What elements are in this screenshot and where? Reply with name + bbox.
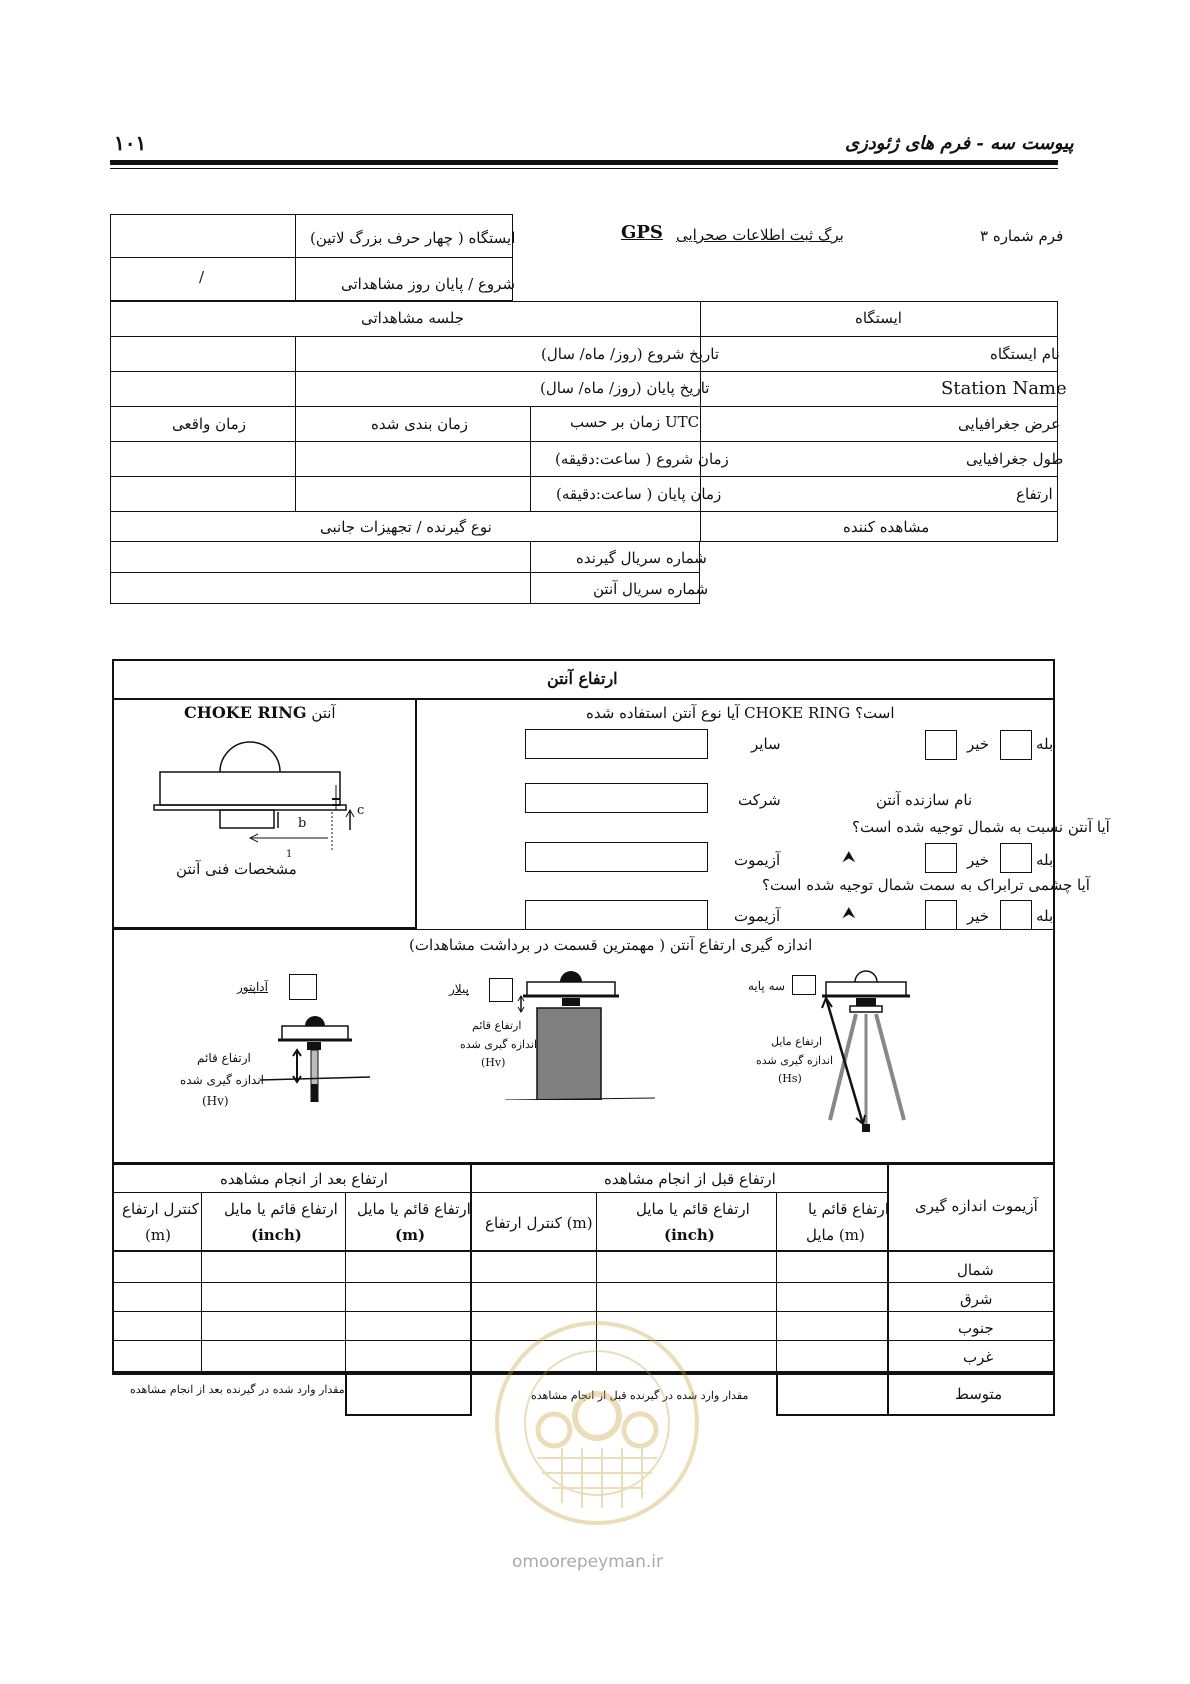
adapter-diagram-icon [260, 1012, 370, 1102]
station-name-en-label: Station Name [941, 378, 1067, 399]
slash-separator: / [199, 268, 205, 286]
average-before-field[interactable] [778, 1373, 886, 1414]
tripod-diagram-icon [816, 968, 926, 1133]
adapter-caption-3: (Hv) [202, 1094, 229, 1108]
form-number: فرم شماره ۳ [980, 227, 1064, 245]
pillar-diagram-icon [505, 968, 655, 1100]
col-before-vs-m-1: ارتفاع قائم یا [808, 1200, 889, 1218]
time-utc-label: زمان بر حسب UTC [570, 413, 700, 431]
tripod-checkbox[interactable] [792, 975, 816, 995]
tripod-caption-2: اندازه گیری شده [756, 1054, 834, 1067]
yes-label-3: بله [1036, 907, 1054, 925]
no-label-2: خیر [967, 851, 990, 869]
after-header: ارتفاع بعد از انجام مشاهده [220, 1170, 388, 1188]
end-date-label: تاریخ پایان (روز/ ماه/ سال) [540, 379, 710, 397]
col-after-vs-inch-1: ارتفاع قائم یا مایل [224, 1200, 338, 1218]
no-checkbox-3[interactable] [925, 900, 957, 930]
q-north-antenna: آیا آنتن نسبت به شمال توجیه شده است؟ [852, 818, 1110, 836]
pillar-label: پیلار [449, 982, 469, 996]
row-east: شرق [960, 1290, 993, 1308]
row-north: شمال [957, 1261, 994, 1279]
pillar-caption-2: اندازه گیری شده [460, 1038, 538, 1051]
actual-time-label: زمان واقعی [172, 415, 246, 433]
end-time-label: زمان پایان ( ساعت:دقیقه) [556, 485, 722, 503]
no-checkbox-2[interactable] [925, 843, 957, 873]
watermark-text: omoorepeyman.ir [512, 1552, 664, 1572]
col-before-vs-inch-1: ارتفاع قائم یا مایل [636, 1200, 750, 1218]
yes-label-2: بله [1036, 851, 1054, 869]
other-label: سایر [751, 735, 781, 753]
end-date-field[interactable] [111, 372, 294, 405]
latitude-label: عرض جغرافیایی [958, 415, 1061, 433]
col-after-vs-m-2: (m) [395, 1226, 426, 1244]
q-choke-ring: آیا نوع آنتن استفاده شده CHOKE RING است؟ [586, 704, 895, 722]
form-title-gps: GPS [621, 222, 663, 243]
manufacturer-label: نام سازنده آنتن [876, 791, 973, 809]
no-label-1: خیر [967, 735, 990, 753]
tech-specs-label: مشخصات فنی آنتن [176, 860, 297, 878]
before-header: ارتفاع قبل از انجام مشاهده [604, 1170, 776, 1188]
start-date-label: تاریخ شروع (روز/ ماه/ سال) [541, 345, 720, 363]
station-4char-label: ایستگاه ( چهار حرف بزرگ لاتین) [310, 229, 516, 247]
measure-title: اندازه گیری ارتفاع آنتن ( مهمترین قسمت در برداشت مشاهدات) [409, 936, 813, 954]
average-after-field[interactable] [347, 1373, 469, 1414]
no-label-3: خیر [967, 907, 990, 925]
no-checkbox-1[interactable] [925, 730, 957, 760]
company-label: شرکت [738, 791, 781, 809]
station-id-field[interactable] [111, 215, 294, 256]
north-arrow-icon: ⮝ [842, 903, 856, 922]
watermark-seal-icon [492, 1318, 702, 1528]
other-field[interactable] [525, 729, 708, 759]
observer-field[interactable] [701, 542, 1057, 571]
col-before-vs-inch-2: (inch) [664, 1226, 715, 1244]
yes-checkbox-1[interactable] [1000, 730, 1032, 760]
station-header: ایستگاه [855, 309, 902, 327]
col-before-vs-m-2: مایل (m) [806, 1226, 865, 1244]
station-name-fa-label: نام ایستگاه [990, 345, 1060, 363]
scheduled-time-label: زمان بندی شده [371, 415, 469, 433]
receiver-type-label: نوع گیرنده / تجهیزات جانبی [320, 518, 492, 536]
note-after: مقدار وارد شده در گیرنده بعد از انجام مشاهده [130, 1383, 345, 1396]
azimuth-field-1[interactable] [525, 842, 708, 872]
adapter-caption-2: اندازه گیری شده [180, 1073, 265, 1087]
header-rule-thin [110, 168, 1058, 169]
yes-label-1: بله [1036, 735, 1054, 753]
north-arrow-icon: ⮝ [842, 847, 856, 866]
session-header: جلسه مشاهداتی [361, 309, 465, 327]
longitude-label: طول جغرافیایی [966, 450, 1064, 468]
yes-checkbox-3[interactable] [1000, 900, 1032, 930]
note-before: مقدار وارد شده در گیرنده قبل از انجام مشاهده [531, 1389, 749, 1402]
azimuth-field-2[interactable] [525, 900, 708, 930]
adapter-caption-1: ارتفاع قائم [197, 1051, 251, 1065]
company-field[interactable] [525, 783, 708, 813]
label-b: b [298, 816, 307, 831]
label-1: 1 [286, 849, 293, 860]
day-of-year-field[interactable] [111, 258, 294, 300]
height-label: ارتفاع [1016, 485, 1053, 503]
pillar-caption-3: (Hv) [481, 1056, 506, 1069]
azimuth-header: آزیموت اندازه گیری [915, 1197, 1038, 1215]
col-after-ctrl-2: (m) [145, 1226, 171, 1244]
row-south: جنوب [958, 1319, 994, 1337]
col-after-ctrl-1: کنترل ارتفاع [122, 1200, 199, 1218]
azimuth-label-2: آزیموت [734, 907, 781, 925]
row-west: غرب [963, 1348, 994, 1366]
receiver-serial-field[interactable] [111, 542, 529, 571]
tripod-caption-1: ارتفاع مایل [771, 1035, 823, 1048]
section-title: پیوست سه - فرم های ژئودزی [845, 133, 1074, 154]
col-before-ctrl: کنترل ارتفاع (m) [485, 1214, 593, 1232]
antenna-section-title: ارتفاع آنتن [547, 669, 618, 688]
row-average: متوسط [955, 1385, 1003, 1403]
receiver-serial-label: شماره سریال گیرنده [576, 549, 707, 567]
antenna-serial-field[interactable] [111, 573, 529, 603]
tripod-label: سه پایه [748, 979, 786, 993]
start-time-label: زمان شروع ( ساعت:دقیقه) [555, 450, 729, 468]
start-end-day-label: شروع / پایان روز مشاهداتی [341, 275, 516, 293]
adapter-label: آداپتور [237, 980, 268, 994]
form-title: برگ ثبت اطلاعات صحرایی [676, 226, 844, 244]
choke-ring-diagram [150, 740, 370, 850]
adapter-checkbox[interactable] [289, 974, 317, 1000]
pillar-caption-1: ارتفاع قائم [472, 1019, 522, 1032]
q-north-tribrach: آیا چشمی ترابراک به سمت شمال توجیه شده است؟ [762, 876, 1090, 894]
yes-checkbox-2[interactable] [1000, 843, 1032, 873]
col-after-vs-m-1: ارتفاع قائم یا مایل [357, 1200, 471, 1218]
page-number: ۱۰۱ [114, 131, 147, 155]
observer-label: مشاهده کننده [843, 518, 930, 536]
label-c: c [357, 803, 365, 818]
tripod-caption-3: (Hs) [778, 1072, 802, 1085]
choke-ring-title: CHOKE RING آنتن [184, 703, 336, 722]
station-name-field[interactable] [111, 337, 294, 370]
azimuth-label-1: آزیموت [734, 851, 781, 869]
antenna-serial-label: شماره سریال آنتن [593, 580, 709, 598]
header-rule-thick [110, 160, 1058, 165]
col-after-vs-inch-2: (inch) [251, 1226, 302, 1244]
